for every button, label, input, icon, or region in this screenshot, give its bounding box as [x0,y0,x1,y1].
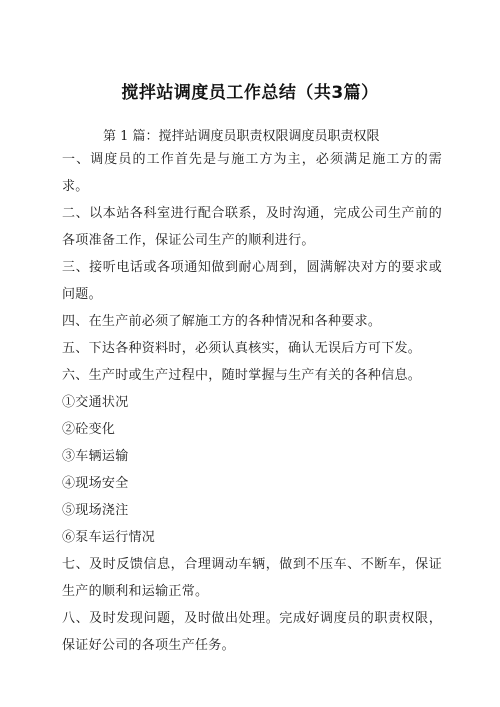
list-item-traffic: ①交通状况 [62,395,129,410]
list-item-pouring: ⑤现场浇注 [62,503,129,518]
section-heading: 第 1 篇：搅拌站调度员职责权限调度员职责权限 [103,129,380,144]
paragraph-duty-3: 三、接听电话或各项通知做到耐心周到，圆满解决对方的要求或问题。 [62,260,442,302]
paragraph-duty-5: 五、下达各种资料时，必须认真核实，确认无误后方可下发。 [62,341,422,356]
paragraph-duty-6: 六、生产时或生产过程中，随时掌握与生产有关的各种信息。 [62,368,422,383]
paragraph-duty-1: 一、调度员的工作首先是与施工方为主，必须满足施工方的需求。 [62,152,442,194]
list-item-pump-truck: ⑥泵车运行情况 [62,530,156,545]
list-item-vehicles: ③车辆运输 [62,449,129,464]
paragraph-duty-7: 七、及时反馈信息，合理调动车辆，做到不压车、不断车，保证生产的顺利和运输正常。 [62,557,442,599]
paragraph-duty-4: 四、在生产前必须了解施工方的各种情况和各种要求。 [62,314,382,329]
list-item-concrete: ②砼变化 [62,422,116,437]
paragraph-duty-8: 八、及时发现问题，及时做出处理。完成好调度员的职责权限，保证好公司的各项生产任务。 [62,611,442,653]
document-title: 搅拌站调度员工作总结（共3篇） [121,83,379,103]
paragraph-duty-2: 二、以本站各科室进行配合联系，及时沟通，完成公司生产前的各项准备工作，保证公司生产的顺利进行。 [62,206,442,248]
list-item-safety: ④现场安全 [62,476,129,491]
